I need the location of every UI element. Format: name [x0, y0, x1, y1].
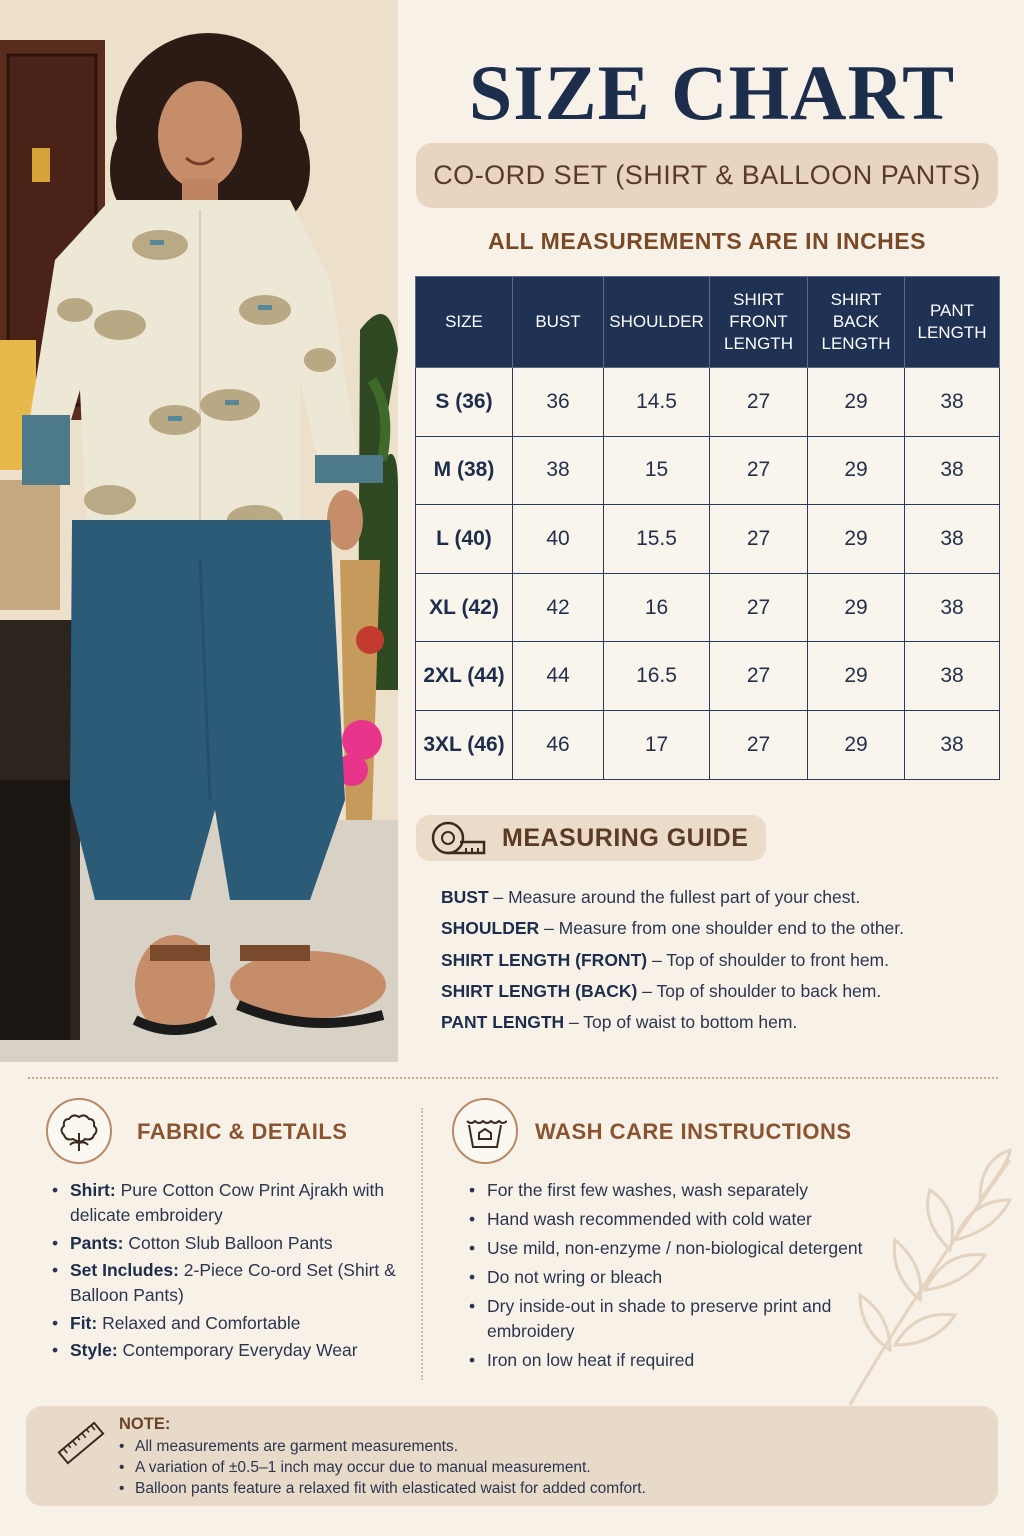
- table-row: [416, 710, 1000, 779]
- front-length-cell: 27: [710, 710, 808, 779]
- back-length-cell: 29: [808, 710, 905, 779]
- list-item: SHIRT LENGTH (BACK) – Top of shoulder to back hem.: [441, 980, 882, 1001]
- list-item: • Fit: Relaxed and Comfortable: [52, 1311, 402, 1336]
- shoulder-cell: 14.5: [604, 368, 710, 437]
- list-item: • For the first few washes, wash separately: [469, 1178, 849, 1203]
- pant-length-cell: 38: [905, 642, 1000, 711]
- wash-care-title: WASH CARE INSTRUCTIONS: [535, 1119, 852, 1144]
- bust-cell: 38: [513, 436, 604, 505]
- size-cell: L (40): [416, 505, 513, 574]
- size-cell: M (38): [416, 436, 513, 505]
- bust-cell: 40: [513, 505, 604, 574]
- list-item: • A variation of ±0.5–1 inch may occur due to manual measurement.: [119, 1457, 646, 1478]
- bust-cell: 44: [513, 642, 604, 711]
- size-cell: S (36): [416, 368, 513, 437]
- column-header-shoulder: SHOULDER: [604, 277, 710, 368]
- list-item: • Pants: Cotton Slub Balloon Pants: [52, 1231, 402, 1256]
- size-table: [415, 276, 1000, 780]
- front-length-cell: 27: [710, 642, 808, 711]
- wash-care-list: [469, 1178, 863, 1377]
- measuring-tape-icon: [430, 818, 488, 858]
- front-length-cell: 27: [710, 505, 808, 574]
- front-length-cell: 27: [710, 436, 808, 505]
- fabric-details-list: [52, 1178, 402, 1366]
- list-item: BUST – Measure around the fullest part of your chest.: [441, 887, 861, 907]
- table-row: [416, 573, 1000, 642]
- back-length-cell: 29: [808, 368, 905, 437]
- shoulder-cell: 15.5: [604, 505, 710, 574]
- bust-cell: 42: [513, 573, 604, 642]
- column-header-shirt-back-length: SHIRT BACK LENGTH: [808, 277, 905, 368]
- vertical-divider: [421, 1108, 423, 1380]
- front-length-cell: 27: [710, 368, 808, 437]
- list-item: • Do not wring or bleach: [469, 1265, 849, 1290]
- front-length-cell: 27: [710, 573, 808, 642]
- size-cell: 3XL (46): [416, 710, 513, 779]
- pant-length-cell: 38: [905, 573, 1000, 642]
- bust-cell: 46: [513, 710, 604, 779]
- leaf-decoration-icon: [830, 1140, 1024, 1410]
- pant-length-cell: 38: [905, 710, 1000, 779]
- cotton-flower-icon: [46, 1098, 112, 1164]
- shoulder-cell: 16: [604, 573, 710, 642]
- column-header-shirt-front-length: SHIRT FRONT LENGTH: [710, 277, 808, 368]
- list-item: • Balloon pants feature a relaxed fit with elasticated waist for added comfort.: [119, 1478, 646, 1499]
- list-item: SHIRT LENGTH (FRONT) – Top of shoulder to front hem.: [441, 949, 890, 970]
- back-length-cell: 29: [808, 436, 905, 505]
- product-subtitle: CO-ORD SET (SHIRT & BALLOON PANTS): [416, 143, 998, 208]
- shoulder-cell: 16.5: [604, 642, 710, 711]
- list-item: PANT LENGTH – Top of waist to bottom hem.: [441, 1012, 798, 1033]
- shoulder-cell: 17: [604, 710, 710, 779]
- size-cell: 2XL (44): [416, 642, 513, 711]
- pant-length-cell: 38: [905, 368, 1000, 437]
- back-length-cell: 29: [808, 573, 905, 642]
- note-list: [119, 1436, 646, 1499]
- list-item: • Hand wash recommended with cold water: [469, 1207, 849, 1232]
- list-item: • Style: Contemporary Everyday Wear: [52, 1338, 402, 1363]
- page-title: SIZE CHART: [468, 49, 956, 136]
- back-length-cell: 29: [808, 642, 905, 711]
- measuring-guide-list: [441, 882, 1011, 1038]
- column-header-bust: BUST: [513, 277, 604, 368]
- bust-cell: 36: [513, 368, 604, 437]
- shoulder-cell: 15: [604, 436, 710, 505]
- table-row: [416, 505, 1000, 574]
- list-item: • Use mild, non-enzyme / non-biological detergent: [469, 1236, 849, 1261]
- note-box: [26, 1406, 998, 1506]
- measuring-guide-title: MEASURING GUIDE: [502, 823, 749, 852]
- list-item: • Iron on low heat if required: [469, 1348, 849, 1373]
- units-note: ALL MEASUREMENTS ARE IN INCHES: [488, 228, 926, 254]
- table-header-row: [416, 277, 1000, 368]
- list-item: SHOULDER – Measure from one shoulder end to the other.: [441, 918, 905, 939]
- list-item: • Shirt: Pure Cotton Cow Print Ajrakh with delicate embroidery: [52, 1178, 402, 1228]
- note-title: NOTE:: [119, 1415, 171, 1433]
- ruler-icon: [56, 1418, 106, 1468]
- pant-length-cell: 38: [905, 505, 1000, 574]
- list-item: • All measurements are garment measurements.: [119, 1436, 646, 1457]
- dotted-divider: [28, 1077, 998, 1079]
- column-header-size: SIZE: [416, 277, 513, 368]
- table-row: [416, 368, 1000, 437]
- back-length-cell: 29: [808, 505, 905, 574]
- pant-length-cell: 38: [905, 436, 1000, 505]
- model-photo: [0, 0, 398, 1062]
- table-row: [416, 436, 1000, 505]
- hand-wash-icon: [452, 1098, 518, 1164]
- fabric-details-title: FABRIC & DETAILS: [137, 1119, 348, 1144]
- table-row: [416, 642, 1000, 711]
- column-header-pant-length: PANT LENGTH: [905, 277, 1000, 368]
- list-item: • Dry inside-out in shade to preserve print and embroidery: [469, 1294, 849, 1343]
- size-cell: XL (42): [416, 573, 513, 642]
- measuring-guide-heading: [416, 815, 766, 861]
- list-item: • Set Includes: 2-Piece Co-ord Set (Shirt & Balloon Pants): [52, 1258, 402, 1308]
